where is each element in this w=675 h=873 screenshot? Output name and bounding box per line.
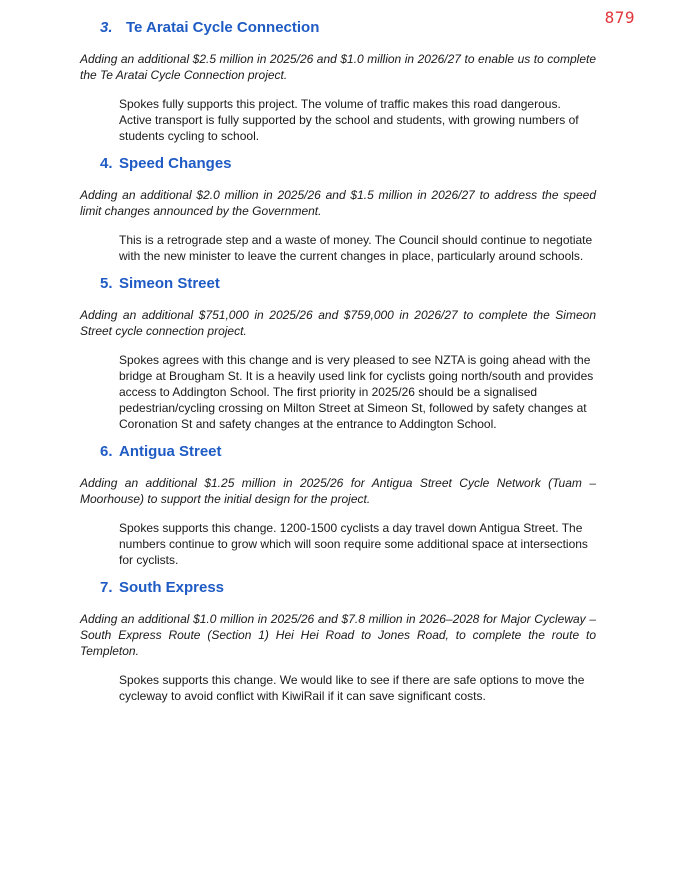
section-response: Spokes fully supports this project. The volume of traffic makes this road dangerous. Active transport is fully supported by the school and students, with growing numbers of students cycling to school. (119, 97, 579, 143)
section-description: Adding an additional $2.5 million in 2025/26 and $1.0 million in 2026/27 to enable us to complete the Te Aratai Cycle Connection project. (80, 52, 596, 82)
section-title: Speed Changes (119, 155, 232, 172)
section-title: Simeon Street (119, 275, 220, 292)
section-antigua-street (80, 442, 596, 568)
section-south-express (80, 578, 596, 704)
section-simeon-street (80, 274, 596, 432)
section-response: Spokes agrees with this change and is very pleased to see NZTA is going ahead with the bridge at Brougham St. It is a heavily used link for cyclists going north/south and provides access to Addington School. The first priority in 2025/26 should be a signalised pedestrian/cycling crossing on Milton Street at Simeon St, followed by safety changes at Coronation St and safety changes at the entrance to Addington School. (119, 353, 594, 431)
section-title: Te Aratai Cycle Connection (126, 19, 320, 36)
section-speed-changes (80, 154, 596, 264)
section-title: Antigua Street (119, 443, 222, 460)
section-number: 7. (100, 579, 113, 596)
section-description: Adding an additional $751,000 in 2025/26 and $759,000 in 2026/27 to complete the Simeon Street cycle connection project. (80, 308, 596, 338)
section-response: Spokes supports this change. 1200-1500 cyclists a day travel down Antigua Street. The numbers continue to grow which will soon require some additional space at intersections for cyclists. (119, 521, 588, 567)
section-description: Adding an additional $2.0 million in 2025/26 and $1.5 million in 2026/27 to address the speed limit changes announced by the Government. (80, 188, 596, 218)
page-number: 879 (604, 8, 635, 27)
section-number: 6. (100, 443, 113, 460)
section-response: This is a retrograde step and a waste of money. The Council should continue to negotiate with the new minister to leave the current changes in place, particularly around schools. (119, 233, 593, 263)
section-te-aratai (80, 18, 596, 144)
section-title: South Express (119, 579, 225, 596)
section-number: 4. (100, 155, 113, 172)
section-description: Adding an additional $1.25 million in 2025/26 for Antigua Street Cycle Network (Tuam – Moorhouse) to support the initial design for the project. (80, 476, 596, 506)
document-body (80, 18, 596, 714)
section-heading (100, 274, 596, 294)
section-description: Adding an additional $1.0 million in 2025/26 and $7.8 million in 2026–2028 for Major Cycleway – South Express Route (Section 1) Hei Hei Road to Jones Road, to complete the route to Templeton. (80, 612, 596, 658)
section-number: 5. (100, 275, 113, 292)
section-response: Spokes supports this change. We would like to see if there are safe options to move the cycleway to avoid conflict with KiwiRail if it can save significant costs. (119, 673, 585, 703)
section-heading (100, 442, 596, 462)
section-heading (100, 18, 596, 38)
section-number: 3. (100, 19, 113, 36)
section-heading (100, 154, 596, 174)
section-heading (100, 578, 596, 598)
